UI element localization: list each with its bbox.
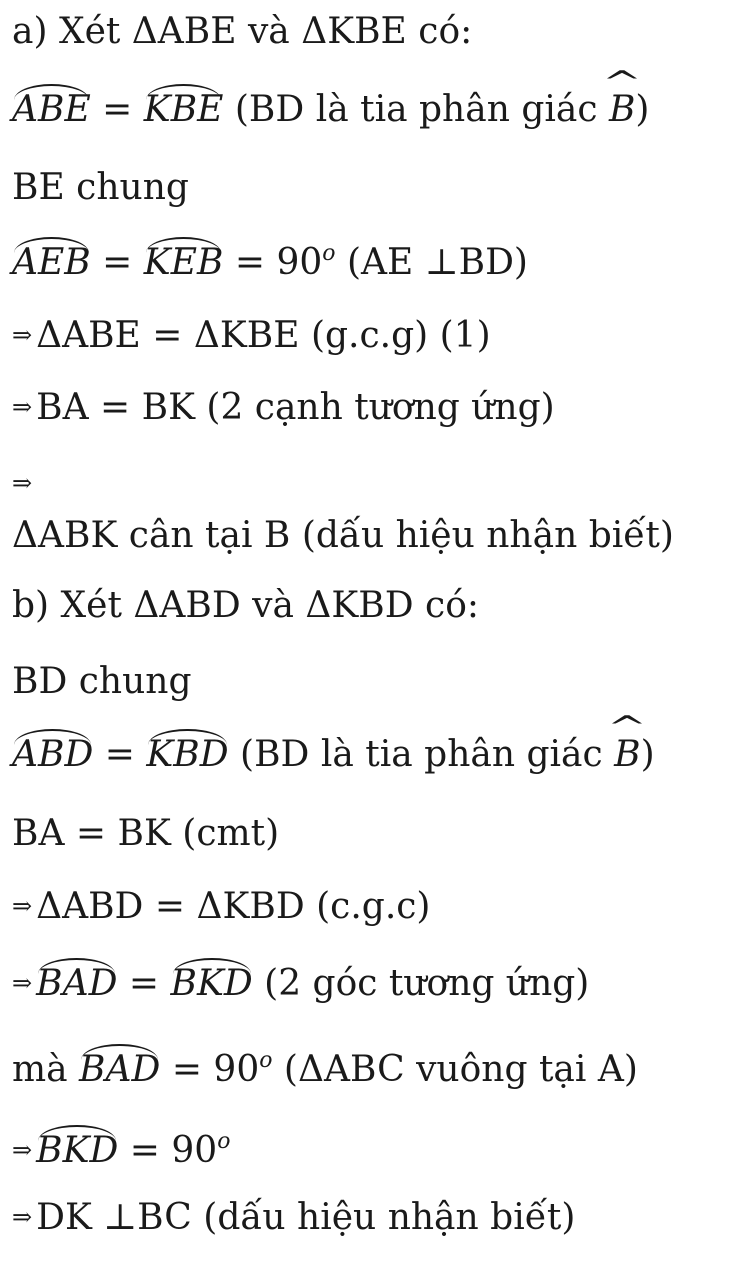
line-a-right xyxy=(12,243,528,281)
angle-symbol: AEB xyxy=(12,242,91,283)
degree-superscript: o xyxy=(217,1129,231,1154)
line-b-final xyxy=(12,1197,576,1238)
angle-symbol: KBD xyxy=(146,734,229,775)
angle-symbol: KBE xyxy=(143,89,224,130)
angle-symbol: BAD xyxy=(79,1049,161,1090)
text-segment: = xyxy=(90,89,144,130)
text-segment: = 90 xyxy=(118,1130,218,1171)
line-b-equal xyxy=(12,813,280,854)
text-segment: ΔABK cân tại B (dấu hiệu nhận biết) xyxy=(12,515,674,556)
text-segment: = xyxy=(90,242,144,283)
text-segment: = 90 xyxy=(223,242,323,283)
line-b-congr xyxy=(12,886,431,927)
degree-superscript: o xyxy=(259,1048,273,1073)
text-segment: BE chung xyxy=(12,167,189,208)
angle-symbol: ABD xyxy=(12,734,94,775)
angle-symbol: ABE xyxy=(12,89,91,130)
text-segment: DK ⊥BC (dấu hiệu nhận biết) xyxy=(36,1197,576,1238)
text-segment: ) xyxy=(635,89,650,130)
text-segment: mà xyxy=(12,1049,80,1090)
text-segment: (BD là tia phân giác xyxy=(223,89,609,130)
degree-superscript: o xyxy=(322,241,336,266)
line-a-arrow xyxy=(12,466,36,502)
text-segment: (2 góc tương ứng) xyxy=(252,963,590,1004)
angle-symbol: KEB xyxy=(143,242,224,283)
line-a-congr xyxy=(12,315,491,356)
text-segment: (BD là tia phân giác xyxy=(228,734,615,775)
implies-arrow-icon: ⇒ xyxy=(12,1203,33,1231)
implies-arrow-icon: ⇒ xyxy=(12,393,33,421)
line-a-angle xyxy=(12,89,650,130)
line-b-title xyxy=(12,585,479,626)
angle-symbol: BKD xyxy=(170,963,253,1004)
hat-symbol: ^ B xyxy=(614,737,640,773)
text-segment: ΔABE = ΔKBE (g.c.g) (1) xyxy=(36,315,491,356)
text-segment: BA = BK (2 cạnh tương ứng) xyxy=(36,387,555,428)
text-segment: = xyxy=(93,734,147,775)
implies-arrow-icon: ⇒ xyxy=(12,969,33,997)
line-b-bkd xyxy=(12,1131,230,1169)
text-segment: a) Xét ΔABE và ΔKBE có: xyxy=(12,11,473,52)
text-segment: (ΔABC vuông tại A) xyxy=(272,1049,638,1090)
implies-arrow-icon: ⇒ xyxy=(12,321,33,349)
line-a-isos xyxy=(12,515,674,556)
line-b-common xyxy=(12,661,192,702)
angle-symbol: BAD xyxy=(36,963,118,1004)
text-segment: ΔABD = ΔKBD (c.g.c) xyxy=(36,886,431,927)
hat-symbol: ^ B xyxy=(609,92,635,128)
text-segment: BA = BK (cmt) xyxy=(12,813,280,854)
text-segment: BD chung xyxy=(12,661,192,702)
line-a-equal xyxy=(12,387,555,428)
implies-arrow-icon: ⇒ xyxy=(12,892,33,920)
line-b-ma xyxy=(12,1050,638,1088)
line-a-common xyxy=(12,167,189,208)
implies-arrow-icon: ⇒ xyxy=(12,1136,33,1164)
text-segment: b) Xét ΔABD và ΔKBD có: xyxy=(12,585,479,626)
text-segment: = xyxy=(117,963,171,1004)
line-b-corr xyxy=(12,963,590,1004)
text-segment: (AE ⊥BD) xyxy=(335,242,528,283)
angle-symbol: BKD xyxy=(36,1130,119,1171)
implies-arrow-icon: ⇒ xyxy=(12,469,33,497)
text-segment: ) xyxy=(640,734,655,775)
text-segment: = 90 xyxy=(160,1049,260,1090)
line-a-title xyxy=(12,11,473,52)
line-b-angle xyxy=(12,734,655,775)
